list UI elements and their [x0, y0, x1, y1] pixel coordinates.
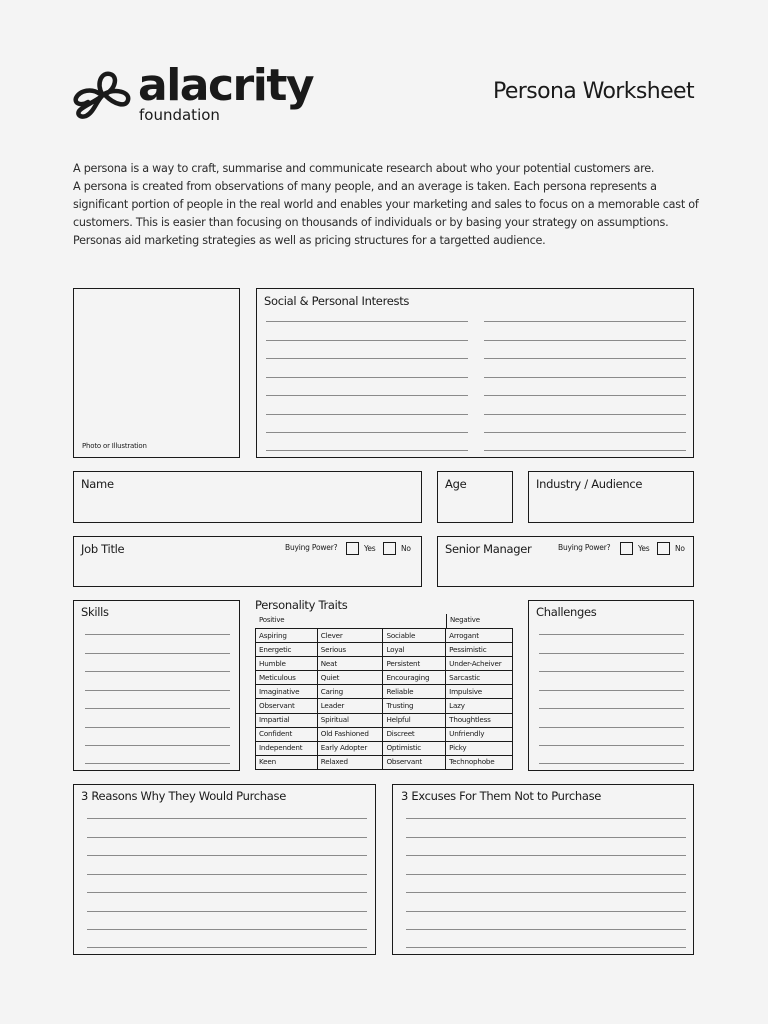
trait-positive: Quiet — [317, 671, 383, 685]
intro-paragraph: A persona is a way to craft, summarise and communicate research about who your potential customers are. — [73, 162, 655, 175]
industry-label: Industry / Audience — [536, 477, 643, 491]
interests-box[interactable] — [256, 288, 694, 458]
intro-text — [73, 160, 703, 250]
challenges-label: Challenges — [536, 605, 597, 619]
yes-label: Yes — [364, 544, 376, 553]
yes-label: Yes — [638, 544, 650, 553]
trait-positive: Meticulous — [256, 671, 318, 685]
excuses-box[interactable] — [392, 784, 694, 955]
traits-title: Personality Traits — [255, 598, 348, 612]
trait-positive: Observant — [256, 699, 318, 713]
traits-row — [256, 685, 513, 699]
trait-positive: Trusting — [383, 699, 446, 713]
photo-box[interactable] — [73, 288, 240, 458]
traits-row — [256, 671, 513, 685]
trait-positive: Leader — [317, 699, 383, 713]
trait-positive: Discreet — [383, 727, 446, 741]
traits-row — [256, 657, 513, 671]
age-field[interactable] — [437, 471, 513, 523]
name-label: Name — [81, 477, 114, 491]
trait-positive: Imaginative — [256, 685, 318, 699]
senior-manager-label: Senior Manager — [445, 542, 532, 556]
trait-positive: Loyal — [383, 643, 446, 657]
trait-positive: Keen — [256, 755, 318, 769]
page-title: Persona Worksheet — [492, 79, 694, 104]
traits-row — [256, 755, 513, 769]
trait-positive: Persistent — [383, 657, 446, 671]
trait-positive: Energetic — [256, 643, 318, 657]
trait-negative: Arrogant — [446, 629, 513, 643]
negative-label: Negative — [450, 616, 480, 624]
trait-negative: Sarcastic — [446, 671, 513, 685]
trait-positive: Old Fashioned — [317, 727, 383, 741]
buying-power-yes-checkbox[interactable] — [620, 542, 633, 555]
trait-positive: Serious — [317, 643, 383, 657]
trait-positive: Relaxed — [317, 755, 383, 769]
skills-label: Skills — [81, 605, 109, 619]
trait-positive: Impartial — [256, 713, 318, 727]
buying-power-yes-checkbox[interactable] — [346, 542, 359, 555]
trait-positive: Encouraging — [383, 671, 446, 685]
trait-positive: Reliable — [383, 685, 446, 699]
photo-caption: Photo or Illustration — [82, 442, 147, 450]
age-label: Age — [445, 477, 467, 491]
logo-subtitle: foundation — [139, 106, 220, 124]
industry-field[interactable] — [528, 471, 694, 523]
buying-power-label: Buying Power? — [285, 543, 338, 552]
trait-positive: Optimistic — [383, 741, 446, 755]
trait-positive: Helpful — [383, 713, 446, 727]
traits-row — [256, 713, 513, 727]
senior-manager-field[interactable] — [437, 536, 694, 587]
no-label: No — [401, 544, 411, 553]
intro-paragraph: A persona is created from observations of many people, and an average is taken. Each persona represents a significant portion of people in the real world and enables your marketing and sales to focus on a memorable cast of customers. This is easier than focusing on thousands of individuals or by basing your strategy on assumptions. — [73, 180, 699, 229]
name-field[interactable] — [73, 471, 422, 523]
trait-positive: Caring — [317, 685, 383, 699]
interests-label: Social & Personal Interests — [264, 294, 410, 308]
trait-positive: Independent — [256, 741, 318, 755]
buying-power-label: Buying Power? — [558, 543, 611, 552]
trait-negative: Technophobe — [446, 755, 513, 769]
trait-negative: Lazy — [446, 699, 513, 713]
trait-positive: Humble — [256, 657, 318, 671]
trait-negative: Unfriendly — [446, 727, 513, 741]
traits-row — [256, 699, 513, 713]
trait-positive: Aspiring — [256, 629, 318, 643]
job-title-field[interactable] — [73, 536, 422, 587]
challenges-box[interactable] — [528, 600, 694, 771]
alacrity-logo-icon — [72, 68, 134, 122]
trait-positive: Sociable — [383, 629, 446, 643]
job-title-label: Job Title — [81, 542, 125, 556]
traits-row — [256, 643, 513, 657]
positive-label: Positive — [259, 616, 285, 624]
skills-box[interactable] — [73, 600, 240, 771]
traits-table — [255, 628, 513, 770]
trait-negative: Picky — [446, 741, 513, 755]
trait-positive: Neat — [317, 657, 383, 671]
traits-row — [256, 727, 513, 741]
trait-negative: Impulsive — [446, 685, 513, 699]
buying-power-no-checkbox[interactable] — [383, 542, 396, 555]
trait-positive: Spiritual — [317, 713, 383, 727]
trait-positive: Confident — [256, 727, 318, 741]
buying-power-no-checkbox[interactable] — [657, 542, 670, 555]
trait-positive: Observant — [383, 755, 446, 769]
trait-positive: Early Adopter — [317, 741, 383, 755]
reasons-label: 3 Reasons Why They Would Purchase — [81, 789, 286, 803]
trait-positive: Clever — [317, 629, 383, 643]
traits-row — [256, 629, 513, 643]
trait-negative: Pessimistic — [446, 643, 513, 657]
intro-paragraph: Personas aid marketing strategies as well as pricing structures for a targetted audience. — [73, 234, 546, 247]
no-label: No — [675, 544, 685, 553]
trait-negative: Thoughtless — [446, 713, 513, 727]
traits-divider — [446, 614, 447, 628]
reasons-box[interactable] — [73, 784, 376, 955]
logo-wordmark: alacrity — [138, 60, 314, 111]
excuses-label: 3 Excuses For Them Not to Purchase — [401, 789, 602, 803]
trait-negative: Under-Acheiver — [446, 657, 513, 671]
traits-row — [256, 741, 513, 755]
